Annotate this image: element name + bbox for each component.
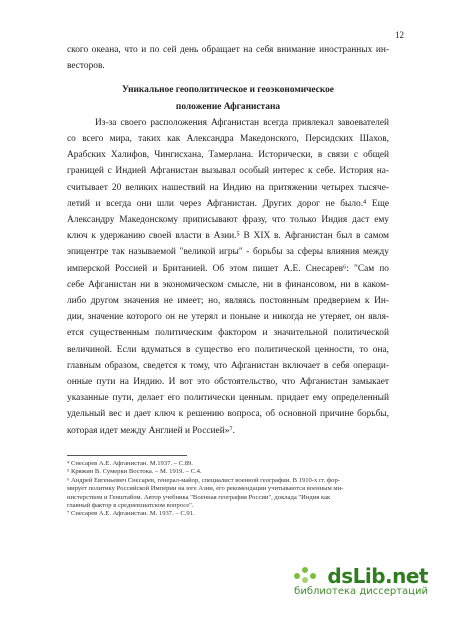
text-line: эпицентре так называемой "великой игры" - борьбы за сферы влияния между bbox=[67, 247, 389, 258]
text-line: считывает 20 великих нашествий на Индию на притяжении четырех тысяче- bbox=[67, 182, 389, 193]
text-line: Из-за своего расположения Афганистан всегда привлекал завоевателей bbox=[95, 117, 389, 128]
footnote: ⁵ Кряжин В. Сумерки Востока. – М. 1919. – С.4. bbox=[67, 468, 202, 476]
text-line: главным образом, сведется к тому, что Афганистан включает в себя операци- bbox=[67, 360, 389, 371]
text-line: удельный вес и дает ключ к решению вопроса, об основной причине борьбы, bbox=[67, 409, 389, 420]
footnote-continuation: мирует политику Российской Империи на юге Азии, его рекомендации учитываются военным ми- bbox=[67, 485, 344, 493]
paragraph bbox=[67, 115, 389, 439]
text-line: себе Афганистан ни в экономическом смысле, ни в финансовом, ни в каком- bbox=[67, 279, 389, 290]
footnote-continuation: главный фактор в средневзиатском вопросе". bbox=[67, 502, 194, 510]
footnote-divider bbox=[67, 455, 187, 456]
text-line: Арабских Халифов, Чингисхана, Тамерлана. Исторически, в связи с общей bbox=[67, 150, 389, 161]
text-line: ского океана, что и по сей день обращает на себя внимание иностранных ин- bbox=[67, 45, 389, 55]
text-line: Александру Македонскому приписывают фразу, что только Индия даст ему bbox=[67, 215, 389, 226]
text-line: ключ к удержанию своей власти в Азии.⁵ В XIX в. Афганистан был в самом bbox=[67, 231, 389, 242]
footnotes bbox=[67, 455, 389, 519]
watermark-subtitle: библиотека диссертаций bbox=[294, 586, 428, 597]
footnote-continuation: нистерством и Генштабом. Автор учебника "Военная география России", доклада "Индия как bbox=[67, 493, 331, 501]
text-line: имперской Россией и Британией. Об этом пишет А.Е. Снесарев⁶: "Сам по bbox=[67, 263, 389, 274]
text-line: указанные пути, делает его политически ценным. придает ему определенный bbox=[67, 393, 389, 404]
section-heading-line-2: положение Афганистана bbox=[175, 101, 281, 112]
text-line: величиной. Если вдуматься в существо его политической ценности, то она, bbox=[67, 344, 389, 355]
text-line: которая идет между Англией и Россией»⁷. bbox=[67, 425, 236, 436]
watermark[interactable] bbox=[294, 564, 428, 597]
page-number: 12 bbox=[395, 30, 404, 40]
footnote: ⁷ Снесарев А.Е. Афганистан. М. 1937. – С.91. bbox=[67, 510, 195, 518]
text-line: ется существенным политическим фактором и значительной политической bbox=[67, 328, 389, 339]
text-line: весторов. bbox=[67, 61, 105, 72]
footnote: ⁴ Снесарев А.Е. Афганистан. М.1937. – С.89. bbox=[67, 460, 193, 467]
text-line: дии, значение которого он не утерял и поныне и никогда не утеряет, он явля- bbox=[67, 312, 389, 323]
section-heading-line-1: Уникальное геополитическое и геоэкономическое bbox=[122, 85, 334, 96]
watermark-brand[interactable]: dsLib.net bbox=[327, 564, 428, 588]
text-line: со всего мира, таких как Александра Македонского, Персидских Шахов, bbox=[67, 134, 389, 145]
document-body bbox=[67, 42, 389, 439]
text-line: летий и всегда они шли через Афганистан. Других дорог не было.⁴ Еще bbox=[67, 198, 389, 209]
footnote: ⁶ Андрей Евгеньевич Снесарев, генерал-майор, специалист военной географии. В 1910-х гг. фор- bbox=[67, 476, 340, 484]
text-line: либо другом значения не имеет; но, являясь постоянным предверием к Ин- bbox=[67, 296, 389, 307]
text-line: границей с Индией Афганистан вызывал особый интерес к себе. История на- bbox=[67, 166, 389, 177]
text-line: онные пути на Индию. И вот это обстоятельство, что Афганистан замыкает bbox=[67, 377, 389, 388]
